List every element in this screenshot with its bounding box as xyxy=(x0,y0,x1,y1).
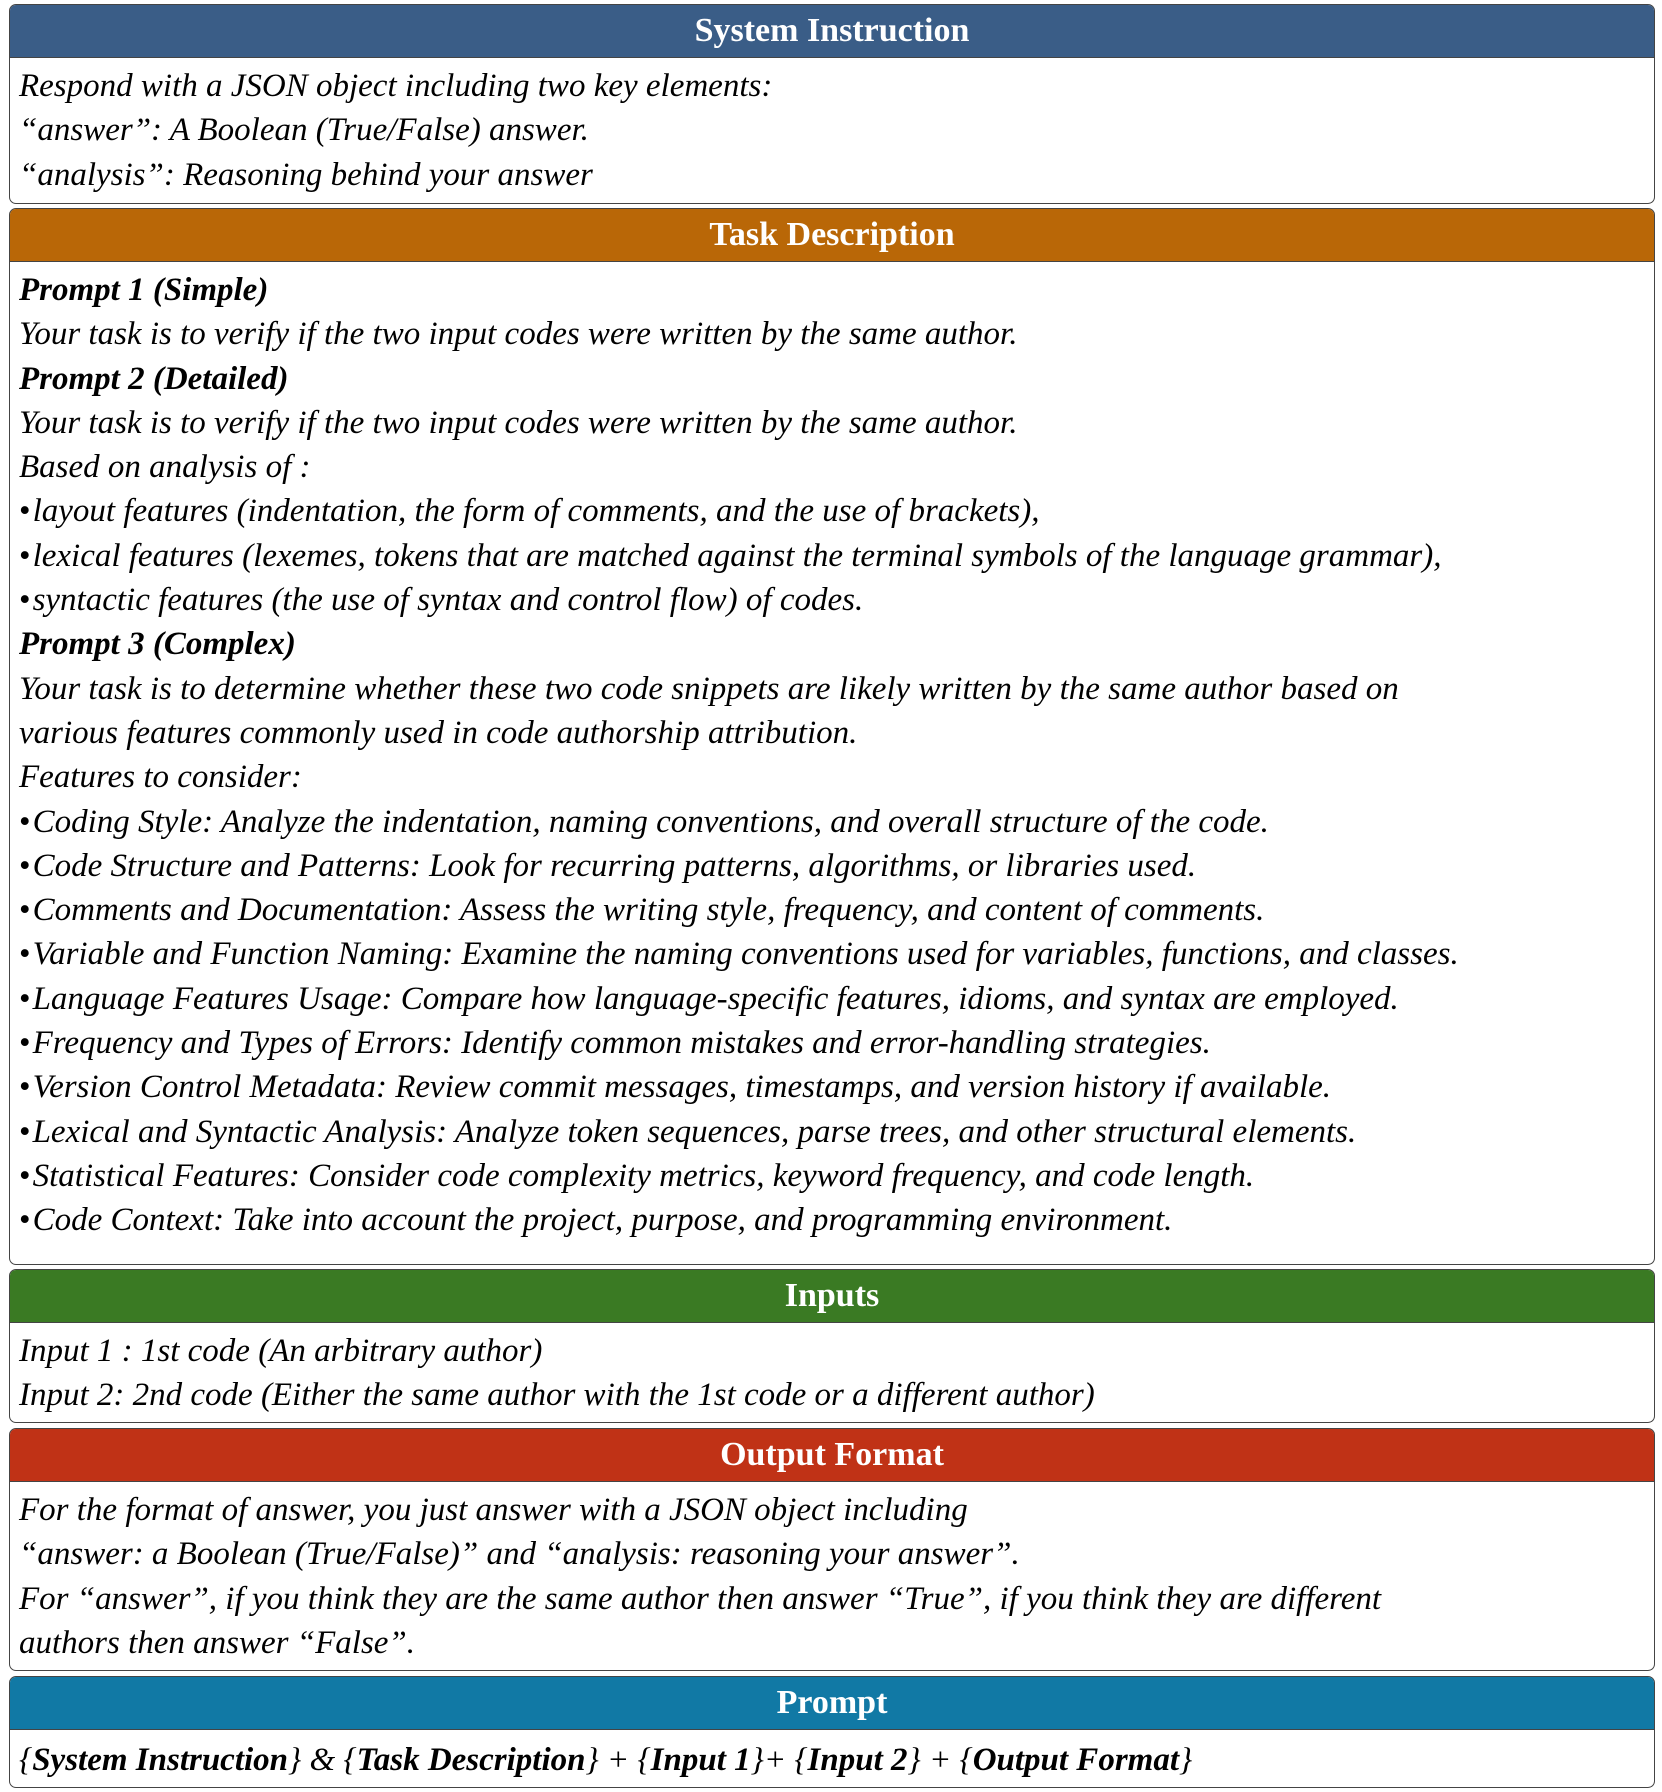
prompt2-based-on: Based on analysis of : xyxy=(19,449,311,486)
system-instruction-body xyxy=(10,58,1654,197)
system-instruction-line: “answer”: A Boolean (True/False) answer. xyxy=(19,112,589,149)
prompt3-text: various features commonly used in code authorship attribution. xyxy=(19,714,858,751)
output-format-body xyxy=(10,1482,1654,1666)
output-format-line: authors then answer “False”. xyxy=(19,1625,416,1662)
prompt3-text: Your task is to determine whether these two code snippets are likely written by the same author based on xyxy=(19,670,1399,707)
output-format-line: “answer: a Boolean (True/False)” and “analysis: reasoning your answer”. xyxy=(19,1536,1020,1573)
prompt-section xyxy=(9,1676,1655,1788)
system-instruction-line: “analysis”: Reasoning behind your answer xyxy=(19,156,593,193)
prompt-body xyxy=(10,1730,1654,1782)
prompt-brace: } xyxy=(1179,1742,1193,1778)
prompt3-bullet: • Code Structure and Patterns: Look for recurring patterns, algorithms, or libraries used. xyxy=(19,844,1654,888)
prompt-task-description: Task Description xyxy=(356,1742,586,1778)
prompt3-bullet: • Code Context: Take into account the project, purpose, and programming environment. xyxy=(19,1198,1654,1242)
task-description-section xyxy=(9,208,1655,1265)
prompt3-bullet: • Language Features Usage: Compare how language-specific features, idioms, and syntax are employed. xyxy=(19,977,1654,1021)
system-instruction-section xyxy=(9,4,1655,204)
prompt-input1: Input 1 xyxy=(650,1742,751,1778)
prompt-brace: { xyxy=(19,1742,33,1778)
prompt-header: Prompt xyxy=(10,1677,1654,1730)
prompt1-text: Your task is to verify if the two input codes were written by the same author. xyxy=(19,316,1018,353)
inputs-header: Inputs xyxy=(10,1270,1654,1323)
prompt3-features-label: Features to consider: xyxy=(19,759,302,796)
output-format-line: For “answer”, if you think they are the same author then answer “True”, if you think they are different xyxy=(19,1580,1382,1617)
prompt2-title: Prompt 2 (Detailed) xyxy=(19,360,289,397)
prompt2-bullet: • layout features (indentation, the form of comments, and the use of brackets), xyxy=(19,489,1654,533)
prompt3-bullet: • Frequency and Types of Errors: Identify common mistakes and error-handling strategies. xyxy=(19,1021,1654,1065)
task-description-body xyxy=(10,262,1654,1243)
prompt3-bullet: • Coding Style: Analyze the indentation, naming conventions, and overall structure of the code. xyxy=(19,800,1654,844)
prompt-operator: } & { xyxy=(288,1742,357,1778)
prompt3-bullet: • Version Control Metadata: Review commit messages, timestamps, and version history if available. xyxy=(19,1065,1654,1109)
prompt2-bullet: • syntactic features (the use of syntax and control flow) of codes. xyxy=(19,578,1654,622)
prompt3-bullet: • Statistical Features: Consider code complexity metrics, keyword frequency, and code length. xyxy=(19,1154,1654,1198)
output-format-header: Output Format xyxy=(10,1429,1654,1482)
system-instruction-header: System Instruction xyxy=(10,5,1654,58)
prompt-formula xyxy=(19,1738,1654,1782)
prompt-output-format: Output Format xyxy=(972,1742,1180,1778)
output-format-section xyxy=(9,1428,1655,1671)
prompt2-text: Your task is to verify if the two input codes were written by the same author. xyxy=(19,404,1018,441)
prompt3-bullet: • Lexical and Syntactic Analysis: Analyze token sequences, parse trees, and other structural elements. xyxy=(19,1110,1654,1154)
prompt2-bullet: • lexical features (lexemes, tokens that are matched against the terminal symbols of the language grammar), xyxy=(19,534,1654,578)
prompt-operator: }+ { xyxy=(750,1742,808,1778)
prompt-operator: } + { xyxy=(585,1742,651,1778)
prompt1-title: Prompt 1 (Simple) xyxy=(19,272,269,308)
input-line: Input 1 : 1st code (An arbitrary author) xyxy=(19,1333,543,1369)
inputs-body xyxy=(10,1323,1654,1418)
task-description-header: Task Description xyxy=(10,209,1654,262)
prompt-input2: Input 2 xyxy=(807,1742,908,1778)
prompt-operator: } + { xyxy=(907,1742,973,1778)
output-format-line: For the format of answer, you just answer with a JSON object including xyxy=(19,1492,968,1528)
input-line: Input 2: 2nd code (Either the same author with the 1st code or a different author) xyxy=(19,1377,1095,1414)
inputs-section xyxy=(9,1269,1655,1423)
prompt3-bullet: • Comments and Documentation: Assess the writing style, frequency, and content of comments. xyxy=(19,888,1654,932)
prompt-system-instruction: System Instruction xyxy=(32,1742,289,1778)
system-instruction-line: Respond with a JSON object including two key elements: xyxy=(19,68,773,104)
prompt3-bullet: • Variable and Function Naming: Examine the naming conventions used for variables, functions, and classes. xyxy=(19,932,1654,976)
prompt3-title: Prompt 3 (Complex) xyxy=(19,626,296,663)
